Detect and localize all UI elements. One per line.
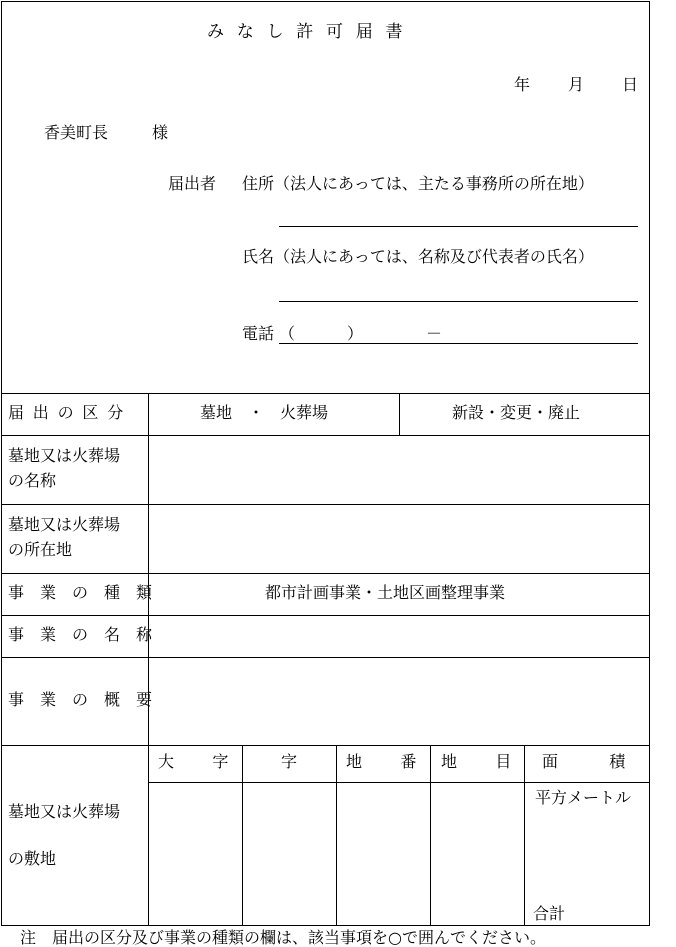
applicant-label: 届出者 <box>168 174 217 193</box>
facility-location-label: 墓地又は火葬場 <box>8 515 121 534</box>
row-divider <box>1 393 650 394</box>
col-chimoku: 地目 <box>441 752 550 771</box>
date-day: 日 <box>622 75 639 94</box>
row-divider <box>1 657 650 658</box>
category-divider <box>399 393 400 435</box>
site-col-divider <box>336 745 337 926</box>
phone-open-paren: （ <box>279 324 296 343</box>
phone-line[interactable] <box>279 343 638 344</box>
label-column-divider <box>148 393 149 926</box>
name-label: 氏名（法人にあっては、名称及び代表者の氏名） <box>242 247 594 266</box>
site-col-divider <box>524 745 525 926</box>
row-divider <box>1 504 650 505</box>
site-col-divider <box>242 745 243 926</box>
site-col-divider <box>430 745 431 926</box>
project-type-label: 事業の種類 <box>8 583 169 602</box>
addressee: 香美町長 <box>44 123 109 142</box>
site-header-divider <box>148 782 650 783</box>
category-type-options[interactable]: 墓地 ・ 火葬場 <box>200 403 329 422</box>
row-divider <box>1 615 650 616</box>
row-divider <box>1 435 650 436</box>
address-line[interactable] <box>279 226 638 227</box>
phone-close-paren: ） <box>347 324 364 343</box>
project-summary-label: 事業の概要 <box>8 690 169 709</box>
name-line[interactable] <box>279 301 638 302</box>
date-month: 月 <box>568 75 585 94</box>
col-chiban: 地番 <box>346 752 455 771</box>
form-title: みなし許可届書 <box>207 22 416 42</box>
date-year: 年 <box>514 75 531 94</box>
category-action-options[interactable]: 新設・変更・廃止 <box>452 403 581 422</box>
facility-name-label: 墓地又は火葬場 <box>8 446 121 465</box>
footer-note: 注 届出の区分及び事業の種類の欄は、該当事項を○で囲んでください。 <box>20 928 546 947</box>
col-aza: 字 <box>281 752 298 771</box>
site-label-suffix: の敷地 <box>8 849 57 868</box>
project-type-options[interactable]: 都市計画事業・土地区画整理事業 <box>265 583 506 602</box>
row-divider <box>1 745 650 746</box>
area-total: 合計 <box>533 904 566 923</box>
row-divider <box>1 573 650 574</box>
address-label: 住所（法人にあっては、主たる事務所の所在地） <box>242 174 594 193</box>
facility-location-label-suffix: の所在地 <box>8 540 73 559</box>
col-menseki: 面積 <box>542 752 676 771</box>
phone-dash: － <box>426 324 443 343</box>
facility-name-label-suffix: の名称 <box>8 471 57 490</box>
col-oaza: 大字 <box>158 752 267 771</box>
honorific: 様 <box>152 123 169 142</box>
site-label: 墓地又は火葬場 <box>8 802 121 821</box>
project-name-label: 事業の名称 <box>8 625 169 644</box>
area-unit: 平方メートル <box>535 788 632 807</box>
category-label: 届出の区分 <box>8 403 133 422</box>
phone-label: 電話 <box>242 324 275 343</box>
